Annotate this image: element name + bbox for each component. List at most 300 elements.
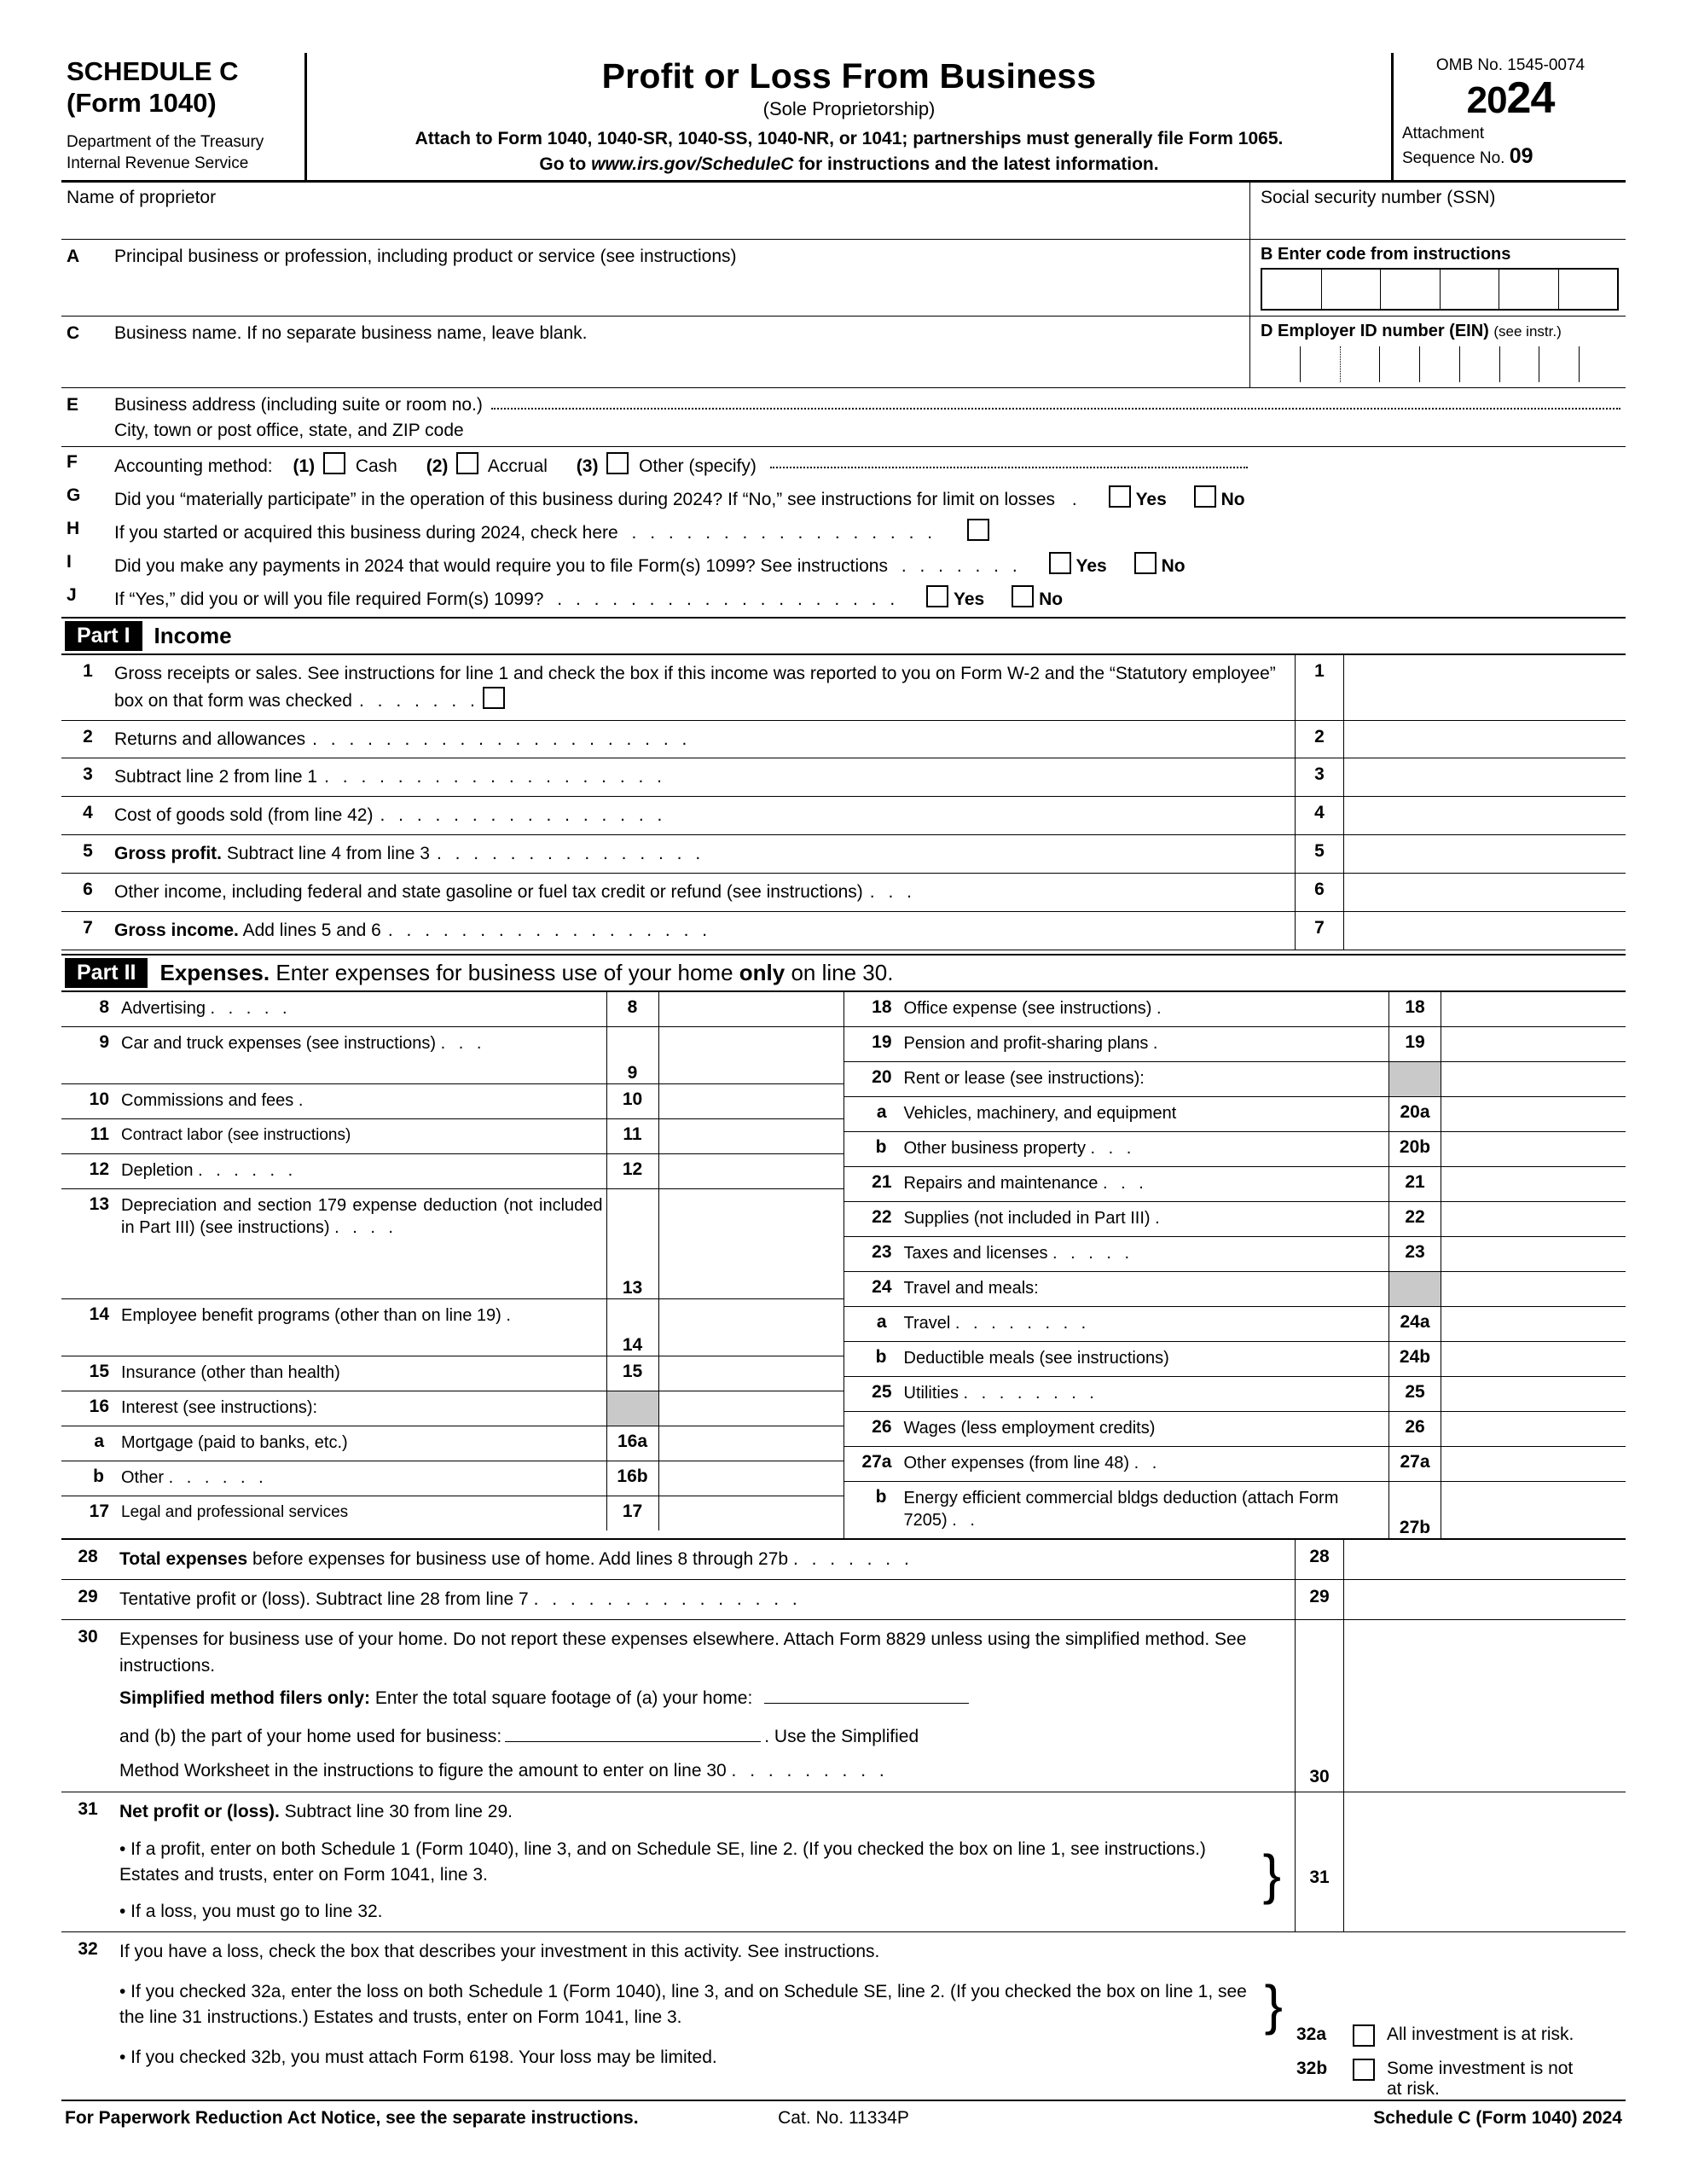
line-g-no[interactable] <box>1191 485 1245 510</box>
checkbox-j-yes[interactable] <box>926 585 948 607</box>
line-j-no[interactable] <box>1008 585 1063 610</box>
row-17-desc <box>118 1496 606 1531</box>
row-21-value[interactable] <box>1441 1167 1626 1201</box>
row-9-text: Car and truck expenses (see instructions) <box>121 1033 437 1053</box>
row-23-num: 23 <box>872 1241 892 1262</box>
line-4-lnum: 4 <box>1295 797 1343 834</box>
line-32-brace: } <box>1264 1973 1283 2036</box>
expense-row-11 <box>61 1119 844 1154</box>
line-4-amount[interactable] <box>1343 797 1626 834</box>
line-32-text: If you have a loss, check the box that describes your investment in this activity. See instructions. <box>119 1942 880 1962</box>
line-i-no[interactable] <box>1131 552 1186 577</box>
line-c-field[interactable] <box>61 317 1250 387</box>
part-2-tag: Part II <box>65 958 148 988</box>
line-30-text3: and (b) the part of your home used for business: <box>119 1726 502 1746</box>
part-2-title <box>159 960 893 986</box>
line-31-bullet-2: • If a loss, you must go to line 32. <box>119 1901 383 1921</box>
row-19-value[interactable] <box>1441 1027 1626 1061</box>
header-center <box>307 53 1394 180</box>
line-30-text2: Enter the total square footage of (a) your home: <box>370 1688 753 1709</box>
line-a-text: Principal business or profession, including product or service (see instructions) <box>114 247 737 266</box>
line-28-row <box>61 1540 1626 1580</box>
row-16b-desc <box>118 1461 606 1496</box>
part-2-bar <box>61 954 1626 992</box>
line-5-amount[interactable] <box>1343 835 1626 873</box>
line-30-text1: Expenses for business use of your home. Do not report these expenses elsewhere. Attach Form 8829 unless using the simplified method. See instructions. <box>119 1629 1247 1676</box>
line-e-address[interactable] <box>61 388 1626 417</box>
form-footer <box>61 2100 1626 2129</box>
line-2-text: Returns and allowances <box>114 729 306 749</box>
checkbox-i-no[interactable] <box>1134 552 1157 574</box>
f-other-input[interactable] <box>770 467 1248 468</box>
line-28-dots: . . . . . . . <box>792 1548 913 1569</box>
line-30-bold: Simplified method filers only: <box>119 1688 371 1709</box>
form-header <box>61 53 1626 183</box>
checkbox-other-method[interactable] <box>606 452 629 474</box>
line-31-text: Subtract line 30 from line 29. <box>279 1801 513 1821</box>
line-i-text: Did you make any payments in 2024 that would require you to file Form(s) 1099? See instructions <box>114 556 888 576</box>
row-16-num: 16 <box>89 1396 109 1416</box>
row-19-desc <box>901 1027 1389 1061</box>
line-7-text: Add lines 5 and 6 <box>238 920 381 940</box>
business-code-boxes[interactable] <box>1261 268 1619 311</box>
line-1-dots: . . . . . . . <box>358 690 479 711</box>
row-22-bn: 22 <box>1388 1202 1441 1236</box>
expenses-grid <box>61 992 1626 1540</box>
expense-row-24 <box>844 1272 1626 1307</box>
line-28-num: 28 <box>78 1546 98 1566</box>
line-e-city-row[interactable] <box>61 417 1626 447</box>
line-28-amount[interactable] <box>1343 1540 1626 1579</box>
income-line-4 <box>61 797 1626 835</box>
line-29-amount[interactable] <box>1343 1580 1626 1619</box>
f-opt3-num: (3) <box>576 456 599 476</box>
row-27b-text: Energy efficient commercial bldgs deduction (attach Form 7205) <box>903 1488 1339 1531</box>
line-30-business-part <box>119 1724 1290 1750</box>
row-20b-num: b <box>875 1136 887 1157</box>
row-18-text: Office expense (see instructions) <box>903 998 1152 1018</box>
row-10-value[interactable] <box>659 1084 844 1118</box>
line-d-field[interactable] <box>1250 317 1626 387</box>
line-31-row <box>61 1792 1626 1933</box>
row-20b-dots: . . . <box>1090 1138 1136 1158</box>
row-20a-bn: 20a <box>1388 1097 1441 1131</box>
line-32-row <box>61 1932 1626 2100</box>
row-24a-bn: 24a <box>1388 1307 1441 1341</box>
form-label: (Form 1040) <box>67 87 217 118</box>
expense-row-13 <box>61 1189 844 1299</box>
row-27a-bn: 27a <box>1388 1447 1441 1481</box>
line-e-spacer <box>67 421 114 441</box>
line-32-bullet-1: • If you checked 32a, enter the loss on both Schedule 1 (Form 1040), line 3, and on Schedule SE, line 2. (If you checked the box on line 1, see the line 31 instructions.) Estates and trusts, enter on Form 1041, line 3. <box>119 1981 1247 2028</box>
tax-year <box>1402 75 1619 122</box>
row-10-text: Commissions and fees <box>121 1090 294 1110</box>
row-21-bn: 21 <box>1388 1167 1441 1201</box>
line-c-letter: C <box>67 323 80 343</box>
row-27a-dots: . . <box>1133 1453 1162 1472</box>
line-6-amount[interactable] <box>1343 874 1626 911</box>
row-13-value[interactable] <box>659 1189 844 1298</box>
row-17-value[interactable] <box>659 1496 844 1531</box>
row-20b-bn: 20b <box>1388 1132 1441 1166</box>
line-h-started-business <box>61 514 1626 547</box>
expense-row-19 <box>844 1027 1626 1062</box>
line-29-desc <box>114 1580 1295 1619</box>
line-f-letter: F <box>67 452 78 472</box>
row-24b-desc <box>901 1342 1389 1376</box>
line-30-worksheet <box>119 1758 1290 1784</box>
line-30-text4: Method Worksheet in the instructions to figure the amount to enter on line 30 <box>119 1761 727 1781</box>
row-16a-value[interactable] <box>659 1426 844 1461</box>
row-10-bn: 10 <box>606 1084 659 1118</box>
row-9-value[interactable] <box>659 1027 844 1083</box>
line-e-letter: E <box>67 395 79 415</box>
line-6-lnum: 6 <box>1295 874 1343 911</box>
income-line-2 <box>61 721 1626 759</box>
income-line-5 <box>61 835 1626 874</box>
home-sqft-input[interactable] <box>764 1686 969 1704</box>
row-26-num: 26 <box>872 1416 892 1437</box>
row-27a-num: 27a <box>861 1451 892 1472</box>
checkbox-g-yes[interactable] <box>1109 485 1131 508</box>
row-12-desc <box>118 1154 606 1188</box>
expense-row-20a <box>844 1097 1626 1132</box>
omb-number: OMB No. 1545-0074 <box>1435 56 1586 74</box>
row-18-value[interactable] <box>1441 992 1626 1026</box>
line-2-amount[interactable] <box>1343 721 1626 758</box>
line-f-body <box>114 452 1620 477</box>
line-j-file-1099 <box>61 580 1626 613</box>
option-32a-num: 32a <box>1296 2024 1327 2045</box>
line-e-rule <box>491 395 1620 410</box>
row-12-bn: 12 <box>606 1154 659 1188</box>
line-1-text: Gross receipts or sales. See instructions for line 1 and check the box if this income was reported to you on Form W-2 and the “Statutory employee” box on that form was checked <box>114 664 1276 711</box>
line-g-yes[interactable] <box>1105 485 1167 510</box>
row-24a-text: Travel <box>903 1313 951 1333</box>
line-2-dots: . . . . . . . . . . . . . . . . . . . . . <box>312 729 692 749</box>
row-19-text: Pension and profit-sharing plans <box>903 1033 1149 1053</box>
line-6-num: 6 <box>83 879 93 899</box>
row-11-bn: 11 <box>606 1119 659 1153</box>
row-9-desc <box>118 1027 606 1083</box>
row-16-value[interactable] <box>659 1391 844 1426</box>
row-21-num: 21 <box>872 1171 892 1192</box>
expense-row-27b <box>844 1482 1626 1538</box>
line-31-bullet-1: • If a profit, enter on both Schedule 1 (Form 1040), line 3, and on Schedule SE, line 2. (If you checked the box on line 1, see instructions.) Estates and trusts, enter on Form 1041, line 3. <box>119 1839 1206 1885</box>
row-10-desc <box>118 1084 606 1118</box>
row-24a-desc <box>901 1307 1389 1341</box>
line-i-no-label: No <box>1161 556 1186 576</box>
option-32b-num: 32b <box>1296 2059 1328 2079</box>
line-a-field[interactable] <box>61 240 1250 316</box>
row-25-bn: 25 <box>1388 1377 1441 1411</box>
checkbox-cash[interactable] <box>323 452 345 474</box>
row-14-bn: 14 <box>606 1299 659 1356</box>
row-9-bn: 9 <box>606 1027 659 1083</box>
line-j-no-label: No <box>1039 590 1064 609</box>
line-b-field[interactable] <box>1250 240 1626 316</box>
line-d-small: (see instr.) <box>1493 323 1562 340</box>
business-sqft-input[interactable] <box>505 1724 761 1742</box>
checkbox-h[interactable] <box>967 519 989 541</box>
expense-row-26 <box>844 1412 1626 1447</box>
ein-boxes[interactable] <box>1261 346 1619 382</box>
expense-row-27a <box>844 1447 1626 1482</box>
line-7-dots: . . . . . . . . . . . . . . . . . . <box>387 920 712 940</box>
line-32-desc <box>114 1932 1296 2100</box>
row-11-value[interactable] <box>659 1119 844 1153</box>
line-28-desc <box>114 1540 1295 1579</box>
line-29-text: Tentative profit or (loss). Subtract line 28 from line 7 <box>119 1589 529 1609</box>
row-18-bn: 18 <box>1388 992 1441 1026</box>
row-24a-value[interactable] <box>1441 1307 1626 1341</box>
row-14-dots: . <box>506 1305 515 1325</box>
row-14-value[interactable] <box>659 1299 844 1356</box>
row-24b-num: b <box>875 1346 887 1367</box>
f-opt3-label: Other (specify) <box>639 456 757 476</box>
goto-suffix: for instructions and the latest information. <box>793 154 1159 174</box>
dept-line1: Department of the Treasury <box>67 133 264 152</box>
row-25-value[interactable] <box>1441 1377 1626 1411</box>
row-22-value[interactable] <box>1441 1202 1626 1236</box>
row-27b-num: b <box>875 1486 887 1507</box>
goto-instruction <box>316 154 1383 175</box>
line-31-num: 31 <box>78 1798 98 1819</box>
year-prefix: 20 <box>1466 79 1507 121</box>
line-29-row <box>61 1580 1626 1620</box>
line-31-amount[interactable] <box>1343 1792 1626 1932</box>
name-of-proprietor-field[interactable] <box>61 183 1250 239</box>
line-h-text: If you started or acquired this business during 2024, check here <box>114 523 618 543</box>
line-6-text: Other income, including federal and state gasoline or fuel tax credit or refund (see instructions) <box>114 881 863 902</box>
row-16b-value[interactable] <box>659 1461 844 1496</box>
header-right <box>1394 53 1626 180</box>
income-line-6 <box>61 874 1626 912</box>
row-13-text: Depreciation and section 179 expense deduction (not included in Part III) (see instructions) <box>121 1195 603 1238</box>
line-i-yes[interactable] <box>1046 552 1107 577</box>
expense-row-20 <box>844 1062 1626 1097</box>
row-20a-value[interactable] <box>1441 1097 1626 1131</box>
line-7-desc <box>114 912 1295 950</box>
expenses-right-column <box>844 992 1626 1538</box>
row-9-num: 9 <box>99 1031 109 1052</box>
row-24b-text: Deductible meals (see instructions) <box>903 1348 1169 1368</box>
ssn-label: Social security number (SSN) <box>1261 188 1496 207</box>
line-j-yes[interactable] <box>923 585 984 610</box>
row-12-value[interactable] <box>659 1154 844 1188</box>
line-3-lnum: 3 <box>1295 758 1343 796</box>
line-g-material-participation <box>61 480 1626 514</box>
row-20-text: Rent or lease (see instructions): <box>903 1068 1145 1088</box>
expense-row-16 <box>61 1391 844 1426</box>
row-27b-desc <box>901 1482 1389 1538</box>
checkbox-i-yes[interactable] <box>1049 552 1071 574</box>
row-23-bn: 23 <box>1388 1237 1441 1271</box>
row-13-desc <box>118 1189 606 1298</box>
row-16a-num: a <box>94 1431 104 1451</box>
line-28-lnum: 28 <box>1295 1540 1343 1579</box>
row-18-desc <box>901 992 1389 1026</box>
expense-row-17 <box>61 1496 844 1531</box>
attachment-sequence <box>1402 124 1619 171</box>
catalog-number: Cat. No. 11334P <box>778 2108 909 2129</box>
line-g-no-label: No <box>1220 490 1245 509</box>
sequence-number: 09 <box>1509 144 1533 169</box>
line-5-lnum: 5 <box>1295 835 1343 873</box>
line-i-body <box>114 552 1620 577</box>
part-1-title: Income <box>154 623 232 648</box>
line-7-amount[interactable] <box>1343 912 1626 950</box>
row-20-num: 20 <box>872 1066 892 1087</box>
row-20b-desc <box>901 1132 1389 1166</box>
line-2-lnum: 2 <box>1295 721 1343 758</box>
line-e-text2: City, town or post office, state, and ZIP code <box>114 421 464 440</box>
line-29-lnum: 29 <box>1295 1580 1343 1619</box>
checkbox-g-no[interactable] <box>1194 485 1216 508</box>
row-19-bn: 19 <box>1388 1027 1441 1061</box>
dept-line2: Internal Revenue Service <box>67 154 249 172</box>
row-24-num: 24 <box>872 1276 892 1297</box>
line-2-num: 2 <box>83 726 93 746</box>
income-line-3 <box>61 758 1626 797</box>
expense-row-25 <box>844 1377 1626 1412</box>
row-27b-value[interactable] <box>1441 1482 1626 1538</box>
row-24-value[interactable] <box>1441 1272 1626 1306</box>
line-4-desc <box>114 797 1295 834</box>
line-4-num: 4 <box>83 803 93 823</box>
row-22-desc <box>901 1202 1389 1236</box>
row-25-desc <box>901 1377 1389 1411</box>
line-i-dots: . . . . . . . <box>901 556 1022 576</box>
row-16a-text: Mortgage (paid to banks, etc.) <box>121 1432 348 1452</box>
line-30-lnum: 30 <box>1295 1620 1343 1791</box>
line-j-letter: J <box>67 585 77 605</box>
line-2-desc <box>114 721 1295 758</box>
row-24-text: Travel and meals: <box>903 1278 1039 1298</box>
part-2-title-rest: Enter expenses for business use of your home <box>270 959 739 985</box>
row-27a-value[interactable] <box>1441 1447 1626 1481</box>
line-e-text: Business address (including suite or room no.) <box>114 395 483 415</box>
row-11-desc <box>118 1119 606 1153</box>
line-g-yes-label: Yes <box>1135 490 1167 509</box>
row-16b-dots: . . . . . . <box>168 1467 268 1487</box>
line-5-dots: . . . . . . . . . . . . . . . <box>436 844 705 864</box>
irs-url[interactable]: www.irs.gov/ScheduleC <box>591 154 794 174</box>
f-opt1-num: (1) <box>293 456 316 476</box>
line-7-lnum: 7 <box>1295 912 1343 950</box>
row-27a-text: Other expenses (from line 48) <box>903 1453 1130 1472</box>
row-15-value[interactable] <box>659 1356 844 1391</box>
ssn-field[interactable] <box>1250 183 1626 239</box>
line-29-dots: . . . . . . . . . . . . . . . <box>533 1589 802 1609</box>
line-d-letter: D <box>1261 322 1273 340</box>
line-7-bold: Gross income. <box>114 920 239 940</box>
line-30-text3-end: . Use the Simplified <box>764 1726 919 1746</box>
checkbox-32b[interactable] <box>1353 2059 1375 2081</box>
row-26-bn: 26 <box>1388 1412 1441 1446</box>
schedule-label: SCHEDULE C <box>67 56 239 86</box>
line-6-desc <box>114 874 1295 911</box>
row-22-dots: . <box>1155 1208 1164 1228</box>
row-20b-value[interactable] <box>1441 1132 1626 1166</box>
line-31-lnum: 31 <box>1295 1792 1343 1932</box>
row-27a-desc <box>901 1447 1389 1481</box>
row-25-dots: . . . . . . . . <box>963 1383 1099 1403</box>
option-32b[interactable] <box>1296 2059 1626 2100</box>
option-32b-line1: Some investment is not <box>1387 2059 1574 2079</box>
part-2-title-only: only <box>739 959 786 985</box>
option-32a-label: All investment is at risk. <box>1387 2024 1574 2045</box>
row-8-num: 8 <box>99 996 109 1017</box>
line-1-lnum: 1 <box>1295 655 1343 720</box>
part-1-bar <box>61 617 1626 655</box>
checkbox-j-no[interactable] <box>1012 585 1034 607</box>
line-4-dots: . . . . . . . . . . . . . . . . <box>380 805 667 826</box>
row-24b-bn: 24b <box>1388 1342 1441 1376</box>
income-line-7 <box>61 912 1626 950</box>
line-i-letter: I <box>67 552 72 572</box>
row-14-num: 14 <box>89 1304 109 1324</box>
line-a-letter: A <box>67 247 80 266</box>
expense-row-8 <box>61 992 844 1027</box>
row-15-text: Insurance (other than health) <box>121 1362 340 1382</box>
row-23-value[interactable] <box>1441 1237 1626 1271</box>
line-1-amount[interactable] <box>1343 655 1626 720</box>
checkbox-32a[interactable] <box>1353 2024 1375 2047</box>
line-31-bold: Net profit or (loss). <box>119 1801 280 1821</box>
line-3-desc <box>114 758 1295 796</box>
row-27b-dots: . . <box>952 1511 979 1531</box>
row-15-bn: 15 <box>606 1356 659 1391</box>
row-23-text: Taxes and licenses <box>903 1243 1048 1263</box>
option-32a[interactable] <box>1296 2024 1626 2047</box>
row-20-value[interactable] <box>1441 1062 1626 1096</box>
attach-instruction: Attach to Form 1040, 1040-SR, 1040-SS, 1040-NR, or 1041; partnerships must generally file Form 1065. <box>415 129 1284 148</box>
row-16-bn <box>606 1391 659 1426</box>
row-26-value[interactable] <box>1441 1412 1626 1446</box>
expense-row-16a <box>61 1426 844 1461</box>
row-16-desc <box>118 1391 606 1426</box>
checkbox-statutory-employee[interactable] <box>483 687 505 709</box>
row-20a-num: a <box>876 1101 887 1122</box>
f-opt1-label: Cash <box>355 456 397 476</box>
row-13-num: 13 <box>89 1194 109 1214</box>
row-8-value[interactable] <box>659 992 844 1026</box>
row-24b-value[interactable] <box>1441 1342 1626 1376</box>
line-4-text: Cost of goods sold (from line 42) <box>114 805 374 826</box>
line-30-simplified <box>119 1686 1290 1711</box>
option-32b-line2: at risk. <box>1387 2079 1440 2100</box>
row-18-num: 18 <box>872 996 892 1017</box>
line-30-amount[interactable] <box>1343 1620 1626 1791</box>
option-32b-label <box>1387 2059 1573 2100</box>
row-10-dots: . <box>298 1090 308 1110</box>
line-3-amount[interactable] <box>1343 758 1626 796</box>
line-5-num: 5 <box>83 841 93 862</box>
row-10-num: 10 <box>89 1089 109 1109</box>
line-b-letter: B <box>1261 245 1273 264</box>
expense-row-23 <box>844 1237 1626 1272</box>
row-a-b <box>61 240 1626 317</box>
line-30-desc <box>114 1620 1295 1791</box>
line-30-row <box>61 1620 1626 1792</box>
row-19-num: 19 <box>872 1031 892 1052</box>
sequence-label: Sequence No. <box>1402 149 1505 168</box>
checkbox-accrual[interactable] <box>456 452 478 474</box>
part-1-tag: Part I <box>65 621 142 651</box>
line-b-text: Enter code from instructions <box>1278 245 1511 264</box>
line-h-dots: . . . . . . . . . . . . . . . . . <box>631 523 937 543</box>
